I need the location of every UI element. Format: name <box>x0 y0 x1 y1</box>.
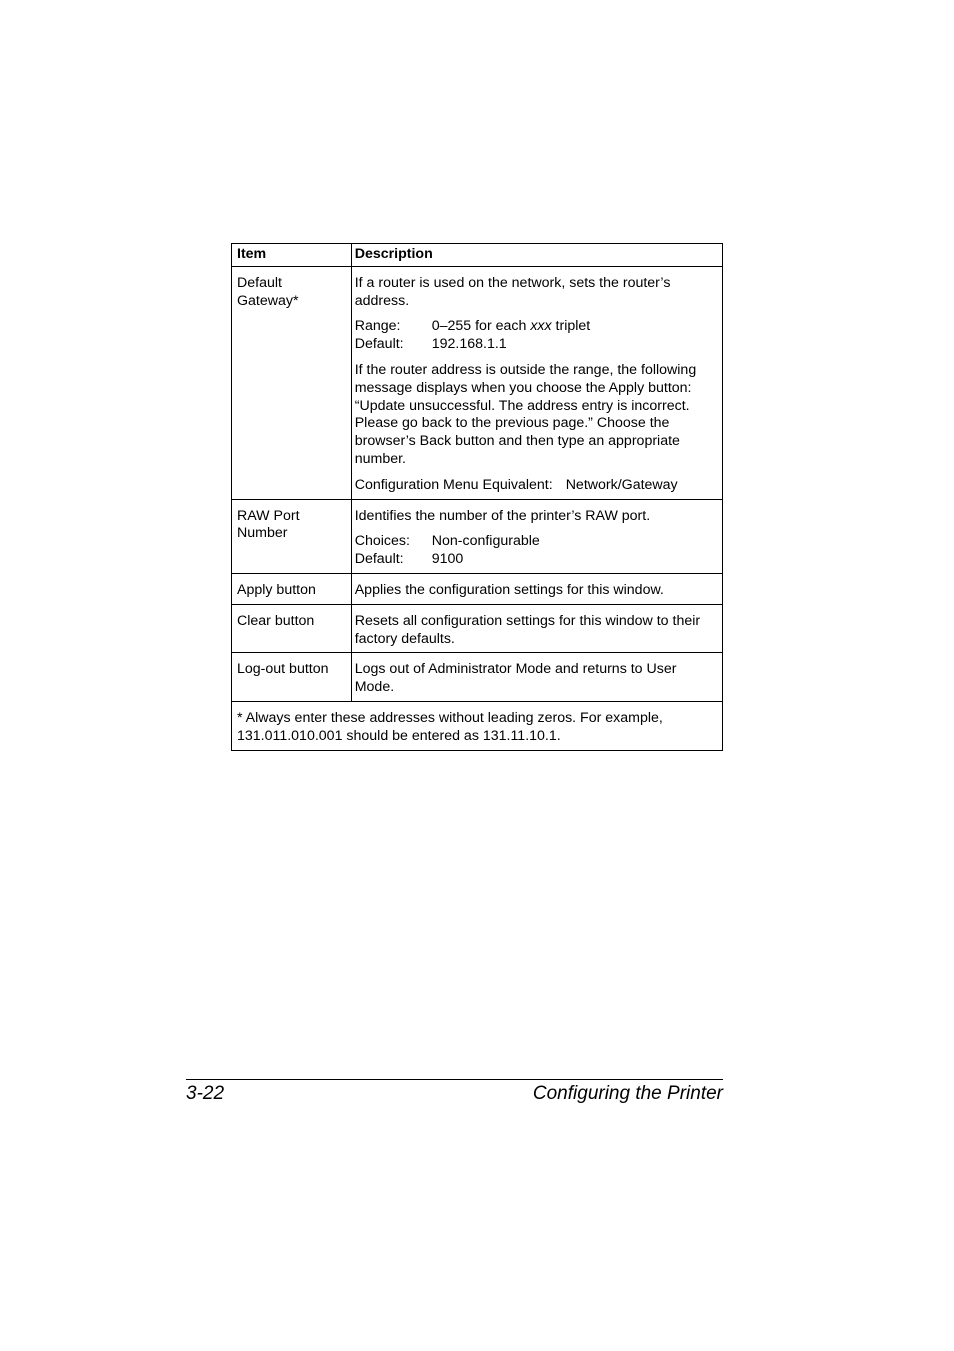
table-row-clear-button <box>232 604 723 653</box>
config-menu-value: Network/Gateway <box>565 476 678 493</box>
raw-port-default-row <box>355 551 718 569</box>
raw-port-intro: Identifies the number of the printer’s RAW port. <box>354 507 651 524</box>
item-default-gateway: Default Gateway* <box>232 266 352 499</box>
gateway-default-value: 192.168.1.1 <box>431 336 507 353</box>
header-description: Description <box>351 244 722 267</box>
table-row-raw-port <box>232 499 723 573</box>
choices-row <box>355 533 718 551</box>
item-raw-port-number: RAW Port Number <box>232 499 352 573</box>
range-row <box>355 318 718 336</box>
header-item: Item <box>232 244 352 267</box>
config-menu-equivalent <box>355 477 718 495</box>
config-menu-label: Configuration Menu Equivalent: <box>354 476 553 493</box>
gateway-default-label: Default: <box>354 336 404 353</box>
table-header-row <box>232 244 723 267</box>
range-value <box>432 318 718 336</box>
raw-port-default-value: 9100 <box>431 551 464 568</box>
table-row-default-gateway <box>232 266 723 499</box>
table-footnote-row <box>232 701 723 750</box>
choices-value: Non-configurable <box>431 533 540 550</box>
description-clear-button: Resets all configuration settings for this window to their factory defaults. <box>351 604 722 653</box>
default-gateway-outside-range: If the router address is outside the range, the following message displays when you choose the Apply button: “Update unsuccessful. The address entry is incorrect. Please go back to the previous page.” Choose the browser’s Back button and then type an appropriate number. <box>354 361 697 467</box>
gateway-default-row <box>355 336 718 354</box>
description-apply-button: Applies the configuration settings for this window. <box>351 573 722 604</box>
page-number: 3-22 <box>186 1083 225 1104</box>
range-value-prefix: 0–255 for each <box>431 318 531 335</box>
chapter-title: Configuring the Printer <box>532 1083 723 1104</box>
default-gateway-intro: If a router is used on the network, sets the router’s address. <box>354 274 671 309</box>
raw-port-default-label: Default: <box>354 551 404 568</box>
settings-table <box>231 243 723 751</box>
default-gateway-values <box>355 318 718 354</box>
item-clear-button: Clear button <box>232 604 352 653</box>
raw-port-values <box>355 533 718 569</box>
choices-label: Choices: <box>354 533 410 550</box>
item-apply-button: Apply button <box>232 573 352 604</box>
description-raw-port-number <box>351 499 722 573</box>
range-label: Range: <box>354 318 401 335</box>
footer-rule <box>186 1079 723 1080</box>
table-row-logout-button <box>232 653 723 702</box>
range-value-suffix: triplet <box>551 318 591 335</box>
description-logout-button: Logs out of Administrator Mode and returns to User Mode. <box>351 653 722 702</box>
table-footnote: * Always enter these addresses without leading zeros. For example, 131.011.010.001 should be entered as 131.11.10.1. <box>232 701 723 750</box>
table-row-apply-button <box>232 573 723 604</box>
item-logout-button: Log-out button <box>232 653 352 702</box>
range-value-italic: xxx <box>530 318 552 335</box>
description-default-gateway <box>351 266 722 499</box>
